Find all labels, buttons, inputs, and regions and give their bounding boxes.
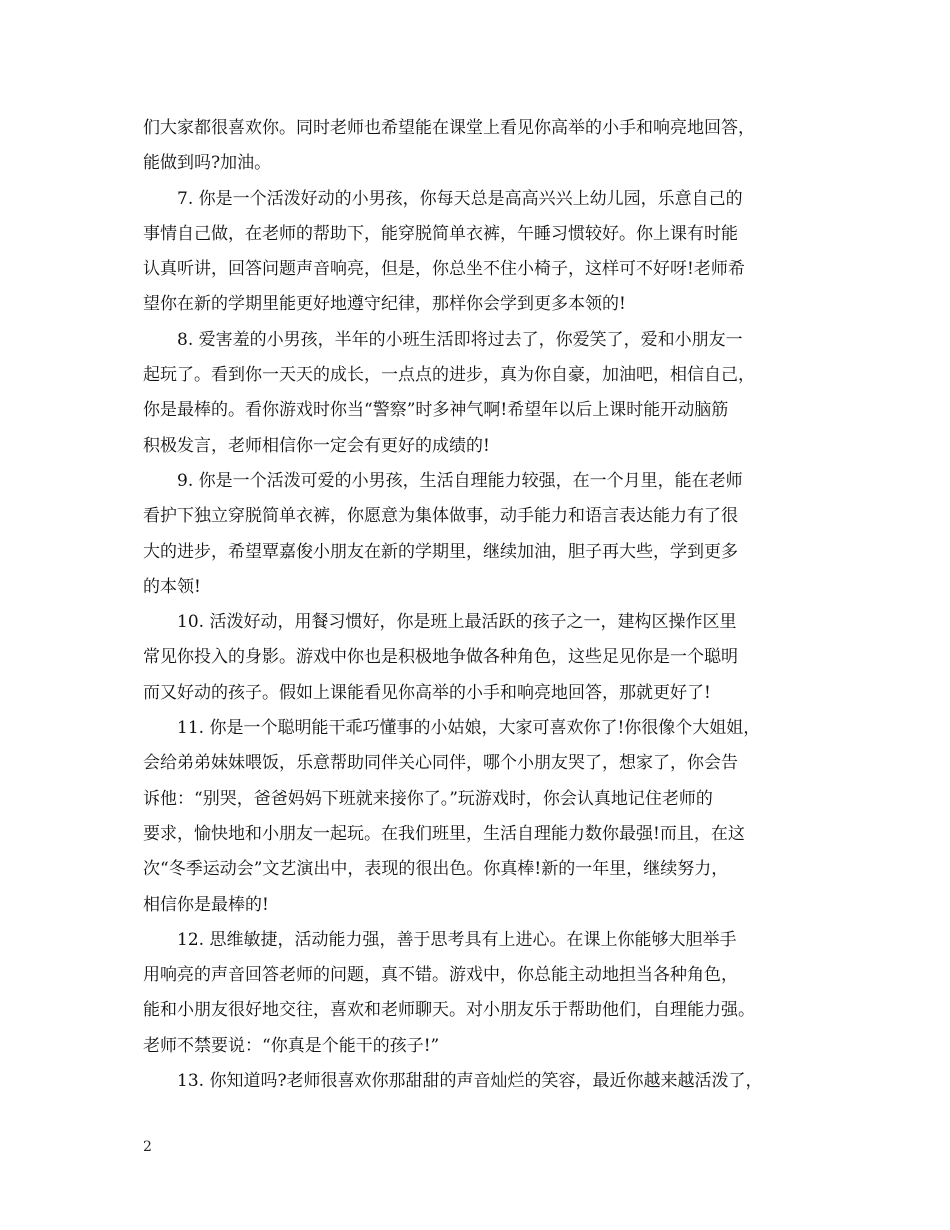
text-line: 认真听讲，回答问题声音响亮，但是，你总坐不住小椅子，这样可不好呀!老师希 — [143, 259, 745, 280]
text-line: 望你在新的学期里能更好地遵守纪律，那样你会学到更多本领的! — [143, 294, 626, 315]
text-line: 8. 爱害羞的小男孩，半年的小班生活即将过去了，你爱笑了，爱和小朋友一 — [177, 329, 743, 350]
text-line: 能做到吗?加油。 — [143, 153, 272, 174]
text-line: 12. 思维敏捷，活动能力强，善于思考具有上进心。在课上你能够大胆举手 — [177, 929, 737, 950]
text-line: 13. 你知道吗?老师很喜欢你那甜甜的声音灿烂的笑容，最近你越来越活泼了， — [177, 1071, 763, 1092]
text-line: 能和小朋友很好地交往，喜欢和老师聊天。对小朋友乐于帮助他们，自理能力强。 — [143, 1000, 755, 1021]
text-line: 10. 活泼好动，用餐习惯好，你是班上最活跃的孩子之一，建构区操作区里 — [177, 612, 737, 633]
text-line: 用响亮的声音回答老师的问题，真不错。游戏中，你总能主动地担当各种角色， — [143, 965, 738, 986]
text-line: 事情自己做，在老师的帮助下，能穿脱简单衣裤，午睡习惯较好。你上课有时能 — [143, 223, 738, 244]
text-line: 大的进步，希望覃嘉俊小朋友在新的学期里，继续加油，胆子再大些，学到更多 — [143, 541, 738, 562]
text-line: 你是最棒的。看你游戏时你当“警察”时多神气啊!希望年以后上课时能开动脑筋 — [143, 400, 729, 421]
text-line: 们大家都很喜欢你。同时老师也希望能在课堂上看见你高举的小手和响亮地回答， — [143, 118, 755, 138]
page-number: 2 — [143, 1139, 152, 1155]
text-line: 诉他：“别哭，爸爸妈妈下班就来接你了。”玩游戏时，你会认真地记住老师的 — [143, 788, 713, 809]
text-line: 常见你投入的身影。游戏中你也是积极地争做各种角色，这些足见你是一个聪明 — [143, 647, 738, 668]
text-line: 而又好动的孩子。假如上课能看见你高举的小手和响亮地回答，那就更好了! — [143, 682, 711, 703]
text-line: 7. 你是一个活泼好动的小男孩，你每天总是高高兴兴上幼儿园，乐意自己的 — [177, 188, 743, 209]
text-line: 相信你是最棒的! — [143, 894, 269, 915]
text-line: 起玩了。看到你一天天的成长，一点点的进步，真为你自豪，加油吧，相信自己， — [143, 365, 755, 386]
body-text — [143, 111, 823, 1099]
text-line: 要求，愉快地和小朋友一起玩。在我们班里，生活自理能力数你最强!而且，在这 — [143, 823, 745, 844]
text-line: 积极发言，老师相信你一定会有更好的成绩的! — [143, 435, 490, 456]
text-line: 老师不禁要说：“你真是个能干的孩子!” — [143, 1035, 440, 1056]
text-line: 会给弟弟妹妹喂饭，乐意帮助同伴关心同伴，哪个小朋友哭了，想家了，你会告 — [143, 753, 738, 774]
text-line: 的本领! — [143, 576, 201, 597]
text-line: 看护下独立穿脱简单衣裤，你愿意为集体做事，动手能力和语言表达能力有了很 — [143, 506, 738, 527]
text-line: 11. 你是一个聪明能干乖巧懂事的小姑娘，大家可喜欢你了!你很像个大姐姐， — [177, 718, 761, 739]
text-line: 9. 你是一个活泼可爱的小男孩，生活自理能力较强，在一个月里，能在老师 — [177, 470, 743, 491]
text-line: 次“冬季运动会”文艺演出中，表现的很出色。你真棒!新的一年里，继续努力， — [143, 859, 729, 880]
